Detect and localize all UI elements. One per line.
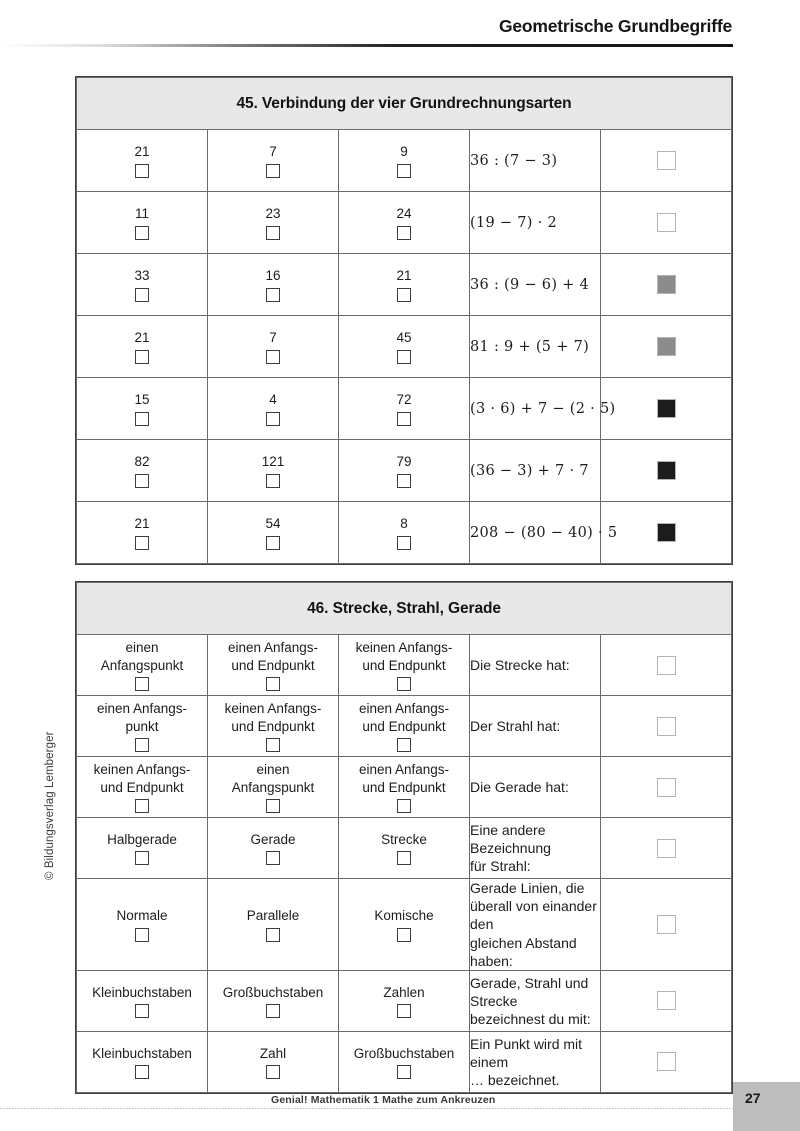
- option-label: keinen Anfangs- und Endpunkt: [355, 640, 453, 673]
- exercise-46-rows: [77, 635, 732, 1093]
- option-label: 79: [396, 454, 412, 470]
- header-divider: [0, 44, 733, 47]
- question-text: Gerade Linien, die überall von einander den gleichen Abstand haben:: [470, 880, 597, 969]
- option-label: einen Anfangs- und Endpunkt: [227, 640, 319, 673]
- option-label: keinen Anfangs- und Endpunkt: [224, 701, 322, 734]
- option-label: Strecke: [381, 831, 427, 847]
- question: [470, 635, 601, 696]
- table-row: [77, 130, 732, 192]
- page-number: 27: [745, 1090, 761, 1106]
- option-checkbox[interactable]: [135, 288, 149, 302]
- option-label: 8: [400, 516, 408, 532]
- option-cell[interactable]: [208, 378, 339, 440]
- option-checkbox[interactable]: [397, 350, 411, 364]
- option-label: 7: [269, 144, 277, 160]
- answer-checkbox[interactable]: [657, 151, 676, 170]
- answer-checkbox[interactable]: [657, 915, 676, 934]
- question-text: Der Strahl hat:: [470, 717, 561, 734]
- option-checkbox[interactable]: [266, 226, 280, 240]
- option-label: 15: [134, 392, 150, 408]
- page-number-badge: [733, 1082, 800, 1131]
- question: [470, 879, 601, 971]
- table-row: [77, 1031, 732, 1092]
- option-checkbox[interactable]: [266, 1004, 280, 1018]
- table-row: [77, 316, 732, 378]
- answer-checkbox[interactable]: [657, 991, 676, 1010]
- answer-cell[interactable]: [601, 757, 732, 818]
- option-cell[interactable]: [208, 254, 339, 316]
- expression: [470, 378, 616, 440]
- option-cell[interactable]: [339, 254, 470, 316]
- option-checkbox[interactable]: [135, 474, 149, 488]
- answer-checkbox[interactable]: [657, 1052, 676, 1071]
- option-cell[interactable]: [208, 440, 339, 502]
- option-checkbox[interactable]: [266, 350, 280, 364]
- option-checkbox[interactable]: [397, 288, 411, 302]
- option-checkbox[interactable]: [135, 412, 149, 426]
- expression-text: 81 : 9 + (5 + 7): [470, 338, 590, 355]
- question-text: Ein Punkt wird mit einem … bezeichnet.: [470, 1035, 583, 1089]
- option-label: 21: [134, 516, 150, 532]
- option-checkbox[interactable]: [397, 412, 411, 426]
- answer-cell[interactable]: [601, 440, 732, 502]
- option-checkbox[interactable]: [397, 1004, 411, 1018]
- option-label: Zahl: [259, 1045, 287, 1061]
- option-checkbox[interactable]: [266, 799, 280, 813]
- page-footer: [0, 1090, 800, 1131]
- question-text: Eine andere Bezeichnung für Strahl:: [470, 821, 551, 875]
- option-cell[interactable]: [339, 757, 470, 818]
- option-cell[interactable]: [339, 316, 470, 378]
- expression-text: 36 : (7 − 3): [470, 152, 558, 169]
- table-row: [77, 378, 732, 440]
- answer-cell[interactable]: [601, 879, 732, 971]
- copyright-text: © Bildungsverlag Lemberger: [44, 731, 56, 880]
- option-cell[interactable]: [339, 440, 470, 502]
- option-cell[interactable]: [339, 696, 470, 757]
- option-cell[interactable]: [208, 502, 339, 564]
- option-label: 21: [396, 268, 412, 284]
- option-label: 11: [134, 206, 149, 222]
- option-label: Zahlen: [383, 984, 425, 1000]
- option-checkbox[interactable]: [266, 412, 280, 426]
- option-label: einen Anfangs- und Endpunkt: [358, 701, 450, 734]
- option-cell[interactable]: [77, 696, 208, 757]
- option-label: 121: [261, 454, 285, 470]
- exercise-46-title: 46. Strecke, Strahl, Gerade: [77, 583, 732, 635]
- table-row: [77, 818, 732, 879]
- option-cell[interactable]: [339, 818, 470, 879]
- option-cell[interactable]: [77, 970, 208, 1031]
- option-cell[interactable]: [208, 757, 339, 818]
- option-label: 82: [134, 454, 150, 470]
- option-cell[interactable]: [339, 970, 470, 1031]
- page-title: Geometrische Grundbegriffe: [498, 16, 732, 36]
- answer-checkbox[interactable]: [657, 337, 676, 356]
- option-label: Großbuchstaben: [353, 1045, 455, 1061]
- table-row: [77, 757, 732, 818]
- page-header: [0, 0, 800, 46]
- option-cell[interactable]: [339, 502, 470, 564]
- option-checkbox[interactable]: [266, 1065, 280, 1079]
- option-checkbox[interactable]: [397, 536, 411, 550]
- option-label: 9: [400, 144, 408, 160]
- expression: [470, 502, 618, 564]
- option-cell[interactable]: [77, 440, 208, 502]
- option-cell[interactable]: [208, 130, 339, 192]
- answer-checkbox[interactable]: [657, 656, 676, 675]
- option-cell[interactable]: [77, 316, 208, 378]
- option-checkbox[interactable]: [266, 536, 280, 550]
- option-label: 72: [396, 392, 412, 408]
- option-checkbox[interactable]: [135, 350, 149, 364]
- option-checkbox[interactable]: [135, 799, 149, 813]
- option-checkbox[interactable]: [266, 738, 280, 752]
- answer-cell[interactable]: [601, 818, 732, 879]
- answer-checkbox[interactable]: [657, 461, 676, 480]
- answer-cell[interactable]: [601, 502, 732, 564]
- option-cell[interactable]: [77, 635, 208, 696]
- option-cell[interactable]: [77, 378, 208, 440]
- answer-cell[interactable]: [601, 378, 732, 440]
- option-label: keinen Anfangs- und Endpunkt: [93, 762, 191, 795]
- option-checkbox[interactable]: [266, 851, 280, 865]
- option-checkbox[interactable]: [135, 1004, 149, 1018]
- option-cell[interactable]: [208, 818, 339, 879]
- option-label: Parallele: [246, 908, 300, 924]
- option-cell[interactable]: [77, 757, 208, 818]
- answer-cell[interactable]: [601, 254, 732, 316]
- option-checkbox[interactable]: [397, 738, 411, 752]
- answer-checkbox[interactable]: [657, 275, 676, 294]
- expression-text: 208 − (80 − 40) · 5: [470, 524, 618, 541]
- option-checkbox[interactable]: [135, 851, 149, 865]
- option-checkbox[interactable]: [135, 226, 149, 240]
- question: [470, 970, 601, 1031]
- option-cell[interactable]: [208, 192, 339, 254]
- option-checkbox[interactable]: [397, 851, 411, 865]
- option-label: 16: [265, 268, 281, 284]
- option-label: Großbuchstaben: [222, 984, 324, 1000]
- question-text: Gerade, Strahl und Strecke bezeichnest du mit:: [470, 974, 591, 1028]
- option-checkbox[interactable]: [135, 536, 149, 550]
- option-label: Komische: [374, 908, 434, 924]
- option-label: einen Anfangs- punkt: [96, 701, 188, 734]
- exercise-46-title-body: [77, 583, 732, 635]
- option-cell[interactable]: [77, 254, 208, 316]
- option-label: Gerade: [250, 831, 296, 847]
- option-cell[interactable]: [339, 378, 470, 440]
- exercise-45-rows: [77, 130, 732, 564]
- answer-checkbox[interactable]: [657, 399, 676, 418]
- option-checkbox[interactable]: [266, 164, 280, 178]
- question: [470, 757, 601, 818]
- answer-checkbox[interactable]: [657, 213, 676, 232]
- expression: [470, 254, 601, 316]
- option-cell[interactable]: [208, 1031, 339, 1092]
- exercise-table-45: [75, 76, 733, 565]
- expression: [470, 440, 601, 502]
- option-label: Kleinbuchstaben: [92, 1045, 192, 1061]
- option-checkbox[interactable]: [135, 677, 149, 691]
- question: [470, 1031, 601, 1092]
- option-cell[interactable]: [77, 502, 208, 564]
- option-checkbox[interactable]: [266, 928, 280, 942]
- exercise-45-body: [77, 78, 732, 130]
- option-checkbox[interactable]: [135, 738, 149, 752]
- answer-cell[interactable]: [601, 970, 732, 1031]
- option-cell[interactable]: [339, 130, 470, 192]
- answer-cell[interactable]: [601, 192, 732, 254]
- answer-checkbox[interactable]: [657, 523, 676, 542]
- expression: [470, 192, 601, 254]
- option-label: einen Anfangspunkt: [100, 640, 184, 673]
- exercise-46-title-row: [77, 583, 732, 635]
- option-checkbox[interactable]: [397, 1065, 411, 1079]
- option-checkbox[interactable]: [135, 1065, 149, 1079]
- table-row: [77, 502, 732, 564]
- option-checkbox[interactable]: [266, 677, 280, 691]
- option-checkbox[interactable]: [266, 474, 280, 488]
- expression-text: (19 − 7) · 2: [470, 214, 558, 231]
- option-checkbox[interactable]: [397, 928, 411, 942]
- option-checkbox[interactable]: [397, 226, 411, 240]
- answer-checkbox[interactable]: [657, 717, 676, 736]
- option-cell[interactable]: [77, 192, 208, 254]
- answer-cell[interactable]: [601, 696, 732, 757]
- table-row: [77, 879, 732, 971]
- table-row: [77, 192, 732, 254]
- option-label: 54: [265, 516, 281, 532]
- expression: [470, 130, 601, 192]
- answer-cell[interactable]: [601, 635, 732, 696]
- option-checkbox[interactable]: [397, 799, 411, 813]
- exercise-45-title-row: [77, 78, 732, 130]
- question: [470, 818, 601, 879]
- option-cell[interactable]: [208, 635, 339, 696]
- option-cell[interactable]: [339, 192, 470, 254]
- option-label: 21: [134, 330, 150, 346]
- option-cell[interactable]: [208, 879, 339, 971]
- answer-checkbox[interactable]: [657, 778, 676, 797]
- option-cell[interactable]: [339, 635, 470, 696]
- option-cell[interactable]: [77, 1031, 208, 1092]
- option-label: Normale: [116, 908, 168, 924]
- table-row: [77, 635, 732, 696]
- option-label: 21: [134, 144, 150, 160]
- option-cell[interactable]: [77, 130, 208, 192]
- footer-book-title: Genial! Mathematik 1 Mathe zum Ankreuzen: [267, 1094, 499, 1106]
- table-row: [77, 440, 732, 502]
- option-label: einen Anfangs- und Endpunkt: [358, 762, 450, 795]
- table-row: [77, 696, 732, 757]
- option-cell[interactable]: [208, 696, 339, 757]
- option-label: 4: [269, 392, 277, 408]
- expression-text: (36 − 3) + 7 · 7: [470, 462, 589, 479]
- expression: [470, 316, 601, 378]
- answer-checkbox[interactable]: [657, 839, 676, 858]
- option-cell[interactable]: [77, 879, 208, 971]
- option-checkbox[interactable]: [135, 164, 149, 178]
- table-row: [77, 254, 732, 316]
- option-checkbox[interactable]: [135, 928, 149, 942]
- option-cell[interactable]: [339, 879, 470, 971]
- option-checkbox[interactable]: [397, 677, 411, 691]
- option-label: 7: [269, 330, 277, 346]
- option-checkbox[interactable]: [397, 164, 411, 178]
- answer-cell[interactable]: [601, 316, 732, 378]
- question-text: Die Gerade hat:: [470, 778, 569, 795]
- expression-text: 36 : (9 − 6) + 4: [470, 276, 590, 293]
- option-label: einen Anfangspunkt: [231, 762, 315, 795]
- option-cell[interactable]: [208, 316, 339, 378]
- question: [470, 696, 601, 757]
- option-label: 23: [265, 206, 281, 222]
- exercise-45-title: 45. Verbindung der vier Grundrechnungsarten: [77, 78, 732, 130]
- answer-cell[interactable]: [601, 130, 732, 192]
- exercise-table-46: [75, 581, 733, 1094]
- option-checkbox[interactable]: [397, 474, 411, 488]
- option-label: Halbgerade: [107, 831, 177, 847]
- option-cell[interactable]: [77, 818, 208, 879]
- expression-text: (3 · 6) + 7 − (2 · 5): [470, 400, 616, 417]
- table-row: [77, 970, 732, 1031]
- option-label: 33: [134, 268, 150, 284]
- option-label: 24: [396, 206, 412, 222]
- option-label: Kleinbuchstaben: [92, 984, 192, 1000]
- option-checkbox[interactable]: [266, 288, 280, 302]
- answer-cell[interactable]: [601, 1031, 732, 1092]
- question-text: Die Strecke hat:: [470, 656, 570, 673]
- option-cell[interactable]: [208, 970, 339, 1031]
- option-label: 45: [396, 330, 412, 346]
- footer-divider: [0, 1108, 800, 1109]
- option-cell[interactable]: [339, 1031, 470, 1092]
